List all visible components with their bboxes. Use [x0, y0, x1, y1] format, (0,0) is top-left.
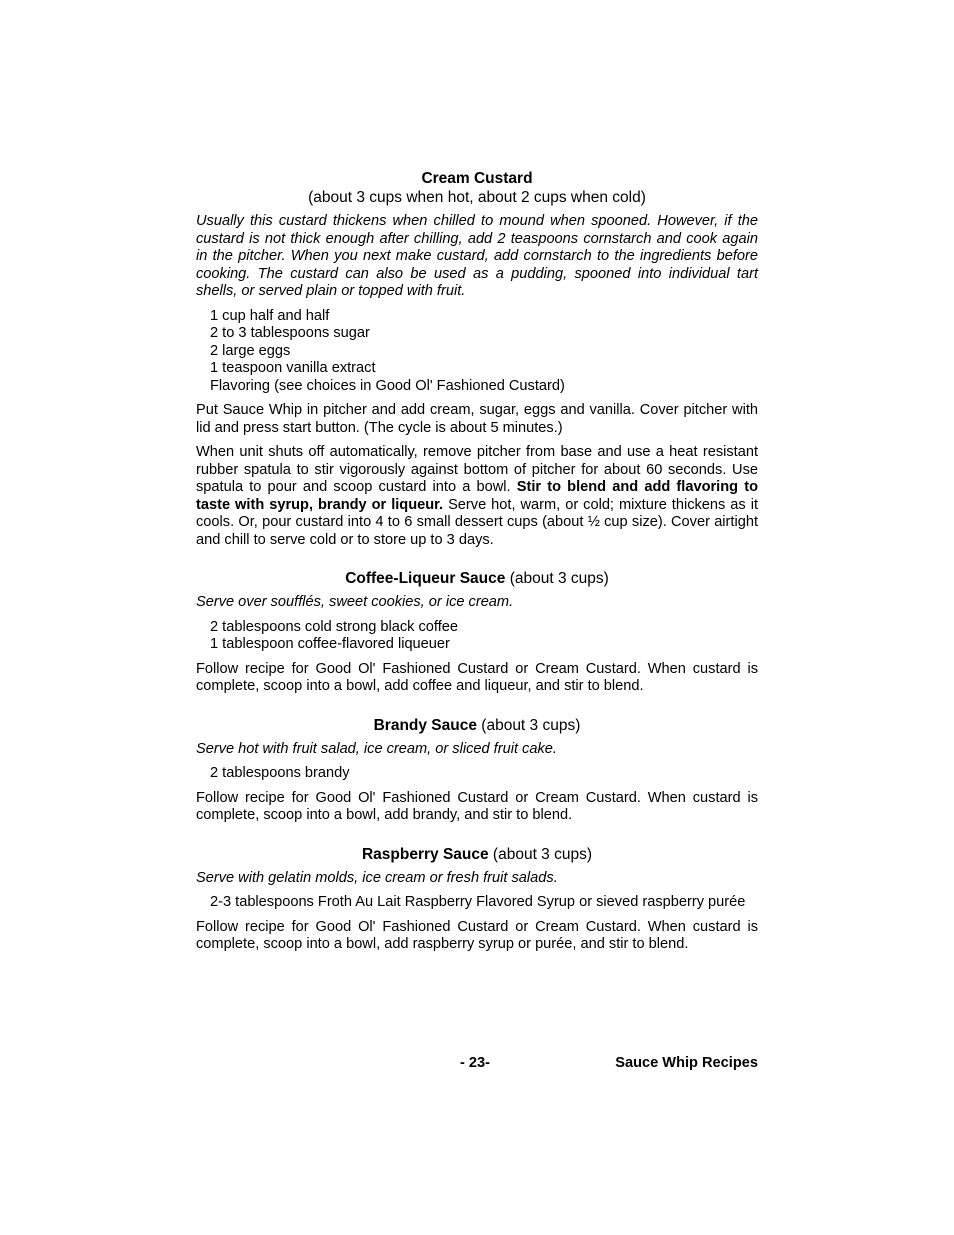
- ingredient-item: 1 cup half and half: [210, 307, 330, 324]
- ingredient-item: 2-3 tablespoons Froth Au Lait Raspberry Flavored Syrup or sieved raspberry purée: [210, 894, 746, 910]
- coffee-liqueur-title: Coffee-Liqueur Sauce: [345, 570, 506, 587]
- cream-custard-intro: Usually this custard thickens when chilled to mound when spooned. However, if the custard is not thick enough after chilling, add 2 teaspoons cornstarch and cook again in the pitcher. When you next make custard, add cornstarch to the ingredients before cooking. The custard can also be used as a pudding, spooned into individual tart shells, or served plain or topped with fruit.: [196, 213, 758, 299]
- ingredient-item: 1 tablespoon coffee-flavored liqueuer: [210, 636, 450, 652]
- step-2-text-end: Serve hot, warm, or cold; mixture thickens as it cools. Or, pour custard into 4 to 6 small dessert cups (about ½ cup size). Cover airtight and chill to serve cold or to store up to 3 days.: [196, 496, 758, 548]
- brandy-yield: (about 3 cups): [476, 716, 581, 734]
- brandy-ingredients: [196, 765, 758, 783]
- coffee-liqueur-yield: (about 3 cups): [505, 570, 609, 587]
- raspberry-directions: Follow recipe for Good Ol' Fashioned Custard or Cream Custard. When custard is complete, scoop into a bowl, add raspberry syrup or purée, and stir to blend.: [196, 918, 758, 952]
- coffee-liqueur-ingredients: [196, 619, 758, 654]
- ingredient-item: 2 tablespoons cold strong black coffee: [210, 618, 458, 635]
- ingredient-item: 2 to 3 tablespoons sugar: [210, 325, 370, 341]
- cream-custard-step-2: [196, 444, 758, 549]
- ingredient-item: 2 tablespoons brandy: [210, 765, 350, 781]
- raspberry-heading: [196, 845, 758, 864]
- cream-custard-title: Cream Custard: [421, 170, 533, 187]
- coffee-liqueur-directions: Follow recipe for Good Ol' Fashioned Custard or Cream Custard. When custard is complete, scoop into a bowl, add coffee and liqueur, and stir to blend.: [196, 660, 758, 694]
- raspberry-intro: Serve with gelatin molds, ice cream or fresh fruit salads.: [196, 869, 558, 886]
- brandy-heading: [196, 716, 758, 735]
- cream-custard-ingredients: [196, 308, 758, 396]
- brandy-directions: Follow recipe for Good Ol' Fashioned Custard or Cream Custard. When custard is complete, scoop into a bowl, add brandy, and stir to blend.: [196, 789, 758, 823]
- raspberry-title: Raspberry Sauce: [361, 845, 489, 863]
- raspberry-yield: (about 3 cups): [488, 845, 593, 863]
- ingredient-item: 2 large eggs: [210, 342, 291, 359]
- recipe-page: [196, 169, 758, 961]
- coffee-liqueur-heading: [196, 569, 758, 588]
- raspberry-ingredients: [196, 894, 758, 912]
- step-2-bold-instruction: Stir to blend and add flavoring to taste with syrup, brandy or liqueur.: [196, 479, 758, 513]
- footer-section-title: Sauce Whip Recipes: [615, 1055, 758, 1071]
- cream-custard-yield: (about 3 cups when hot, about 2 cups when cold): [308, 189, 646, 206]
- coffee-liqueur-intro: Serve over soufflés, sweet cookies, or ice cream.: [196, 594, 514, 610]
- ingredient-item: 1 teaspoon vanilla extract: [210, 360, 376, 376]
- step-2-text: When unit shuts off automatically, remove pitcher from base and use a heat resistant rubber spatula to stir vigorously against bottom of pitcher for about 60 seconds. Use spatula to pour and scoop custard into a bowl.: [196, 444, 758, 495]
- ingredient-item: Flavoring (see choices in Good Ol' Fashioned Custard): [210, 377, 565, 394]
- page-footer: [196, 1055, 758, 1075]
- brandy-intro: Serve hot with fruit salad, ice cream, or sliced fruit cake.: [196, 740, 557, 757]
- brandy-title: Brandy Sauce: [373, 716, 477, 734]
- page-number: - 23-: [460, 1055, 491, 1071]
- cream-custard-step-1: Put Sauce Whip in pitcher and add cream, sugar, eggs and vanilla. Cover pitcher with lid and press start button. (The cycle is about 5 minutes.): [196, 402, 758, 436]
